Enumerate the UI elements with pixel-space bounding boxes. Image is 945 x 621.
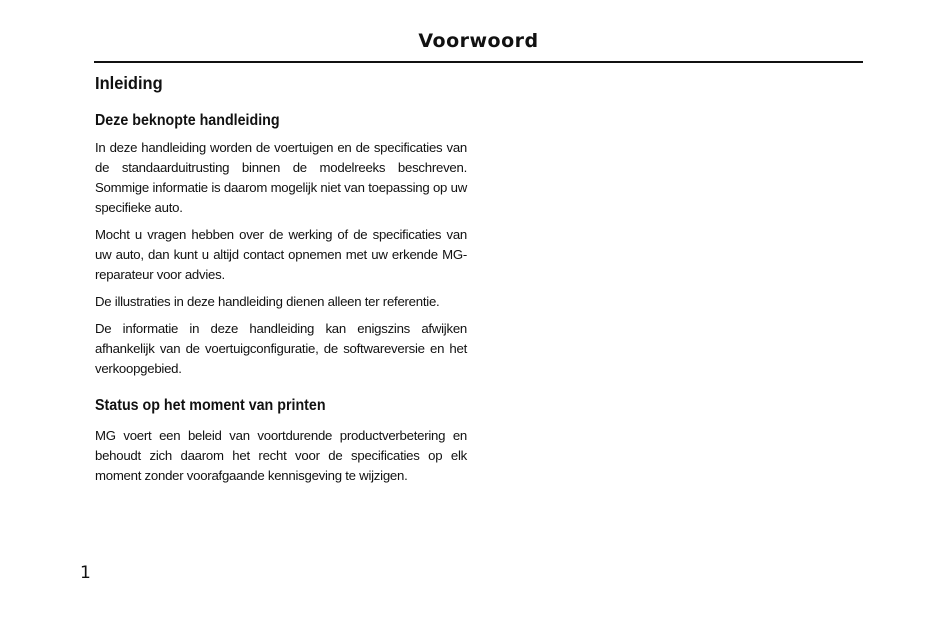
main-content — [95, 72, 467, 493]
page-title: Voorwoord — [418, 30, 539, 52]
page-header — [94, 27, 863, 63]
paragraph: MG voert een beleid van voortdurende productverbetering en behoudt zich daarom het recht voor de specificaties op elk moment zonder voorafgaande kennisgeving te wijzigen. — [95, 428, 467, 483]
paragraph: De illustraties in deze handleiding dienen alleen ter referentie. — [95, 294, 440, 309]
section-heading: Inleiding — [95, 73, 163, 93]
paragraph: De informatie in deze handleiding kan enigszins afwijken afhankelijk van de voertuigconfiguratie, de softwareversie en het verkoopgebied. — [95, 321, 467, 376]
subsection-heading-handleiding: Deze beknopte handleiding — [95, 112, 280, 129]
page-number: 1 — [80, 563, 91, 583]
subsection-heading-status: Status op het moment van printen — [95, 397, 326, 414]
paragraph: Mocht u vragen hebben over de werking of de specificaties van uw auto, dan kunt u altijd contact opnemen met uw erkende MG-reparateur voor advies. — [95, 227, 467, 282]
paragraph: In deze handleiding worden de voertuigen en de specificaties van de standaarduitrusting binnen de modelreeks beschreven. Sommige informatie is daarom mogelijk niet van toepassing op uw specifieke auto. — [95, 140, 467, 215]
